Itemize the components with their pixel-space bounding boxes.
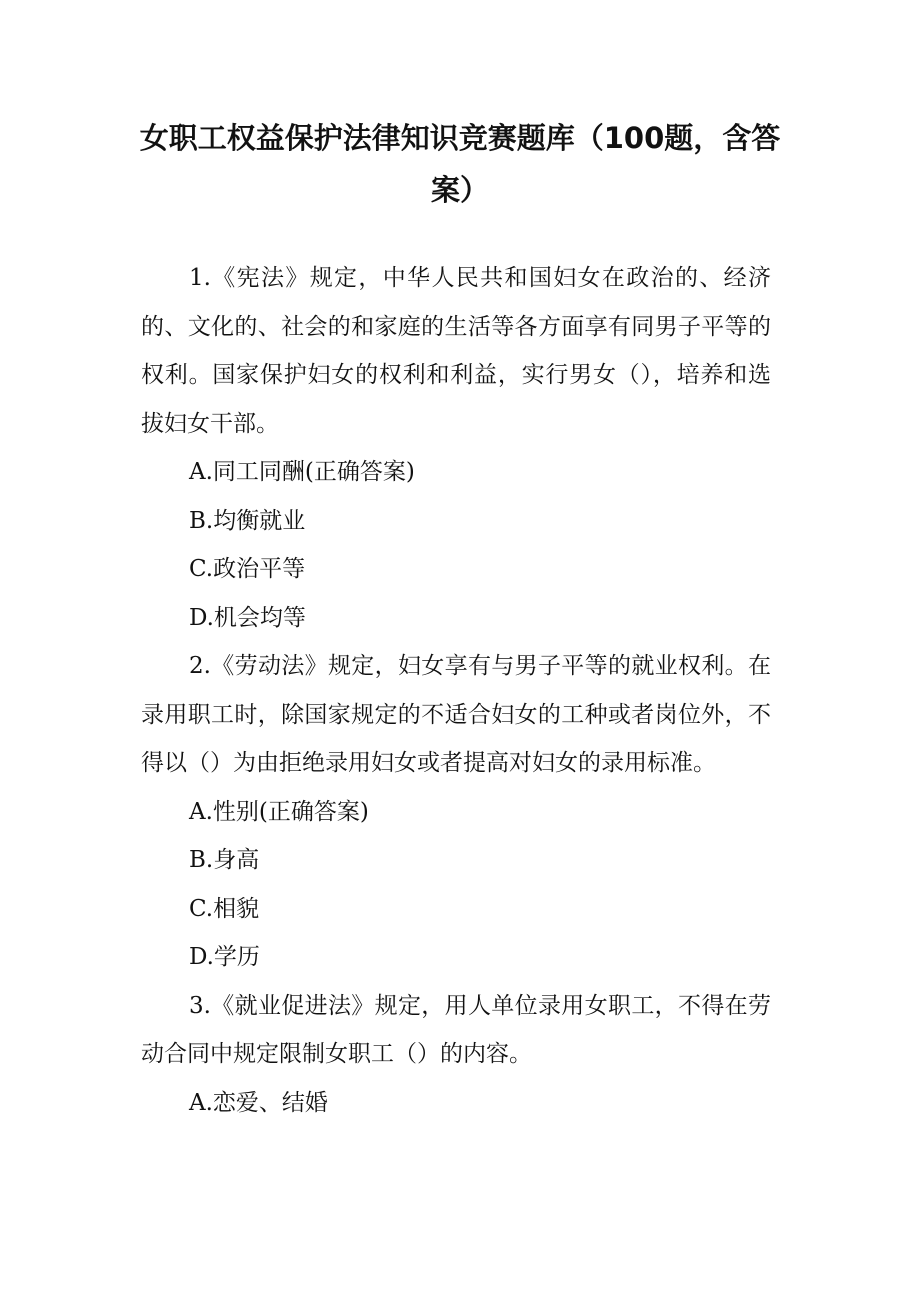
question-2-option-d: D.学历 <box>189 944 260 970</box>
question-2-option-c: C.相貌 <box>189 895 260 922</box>
question-2-option-b: B.身高 <box>189 847 260 873</box>
document-body <box>141 254 771 1127</box>
question-2-option-a: A.性别(正确答案) <box>189 798 369 825</box>
document-title: 女职工权益保护法律知识竞赛题库（100题，含答案） <box>139 121 781 207</box>
question-1-option-d: D.机会均等 <box>189 604 306 631</box>
question-1-option-b: B.均衡就业 <box>189 507 306 534</box>
question-2-text: 2.《劳动法》规定，妇女享有与男子平等的就业权利。在录用职工时，除国家规定的不适合妇女的工种或者岗位外，不得以（）为由拒绝录用妇女或者提高对妇女的录用标准。 <box>141 653 771 776</box>
question-1-option-c: C.政治平等 <box>189 556 306 582</box>
question-3-text: 3.《就业促进法》规定，用人单位录用女职工，不得在劳动合同中规定限制女职工（）的内容。 <box>141 992 771 1067</box>
question-3-option-a: A.恋爱、结婚 <box>189 1089 328 1116</box>
question-1-text: 1.《宪法》规定，中华人民共和国妇女在政治的、经济的、文化的、社会的和家庭的生活等各方面享有同男子平等的权利。国家保护妇女的权利和利益，实行男女（），培养和选拔妇女干部。 <box>141 265 771 437</box>
question-1-option-a: A.同工同酬(正确答案) <box>189 459 415 485</box>
